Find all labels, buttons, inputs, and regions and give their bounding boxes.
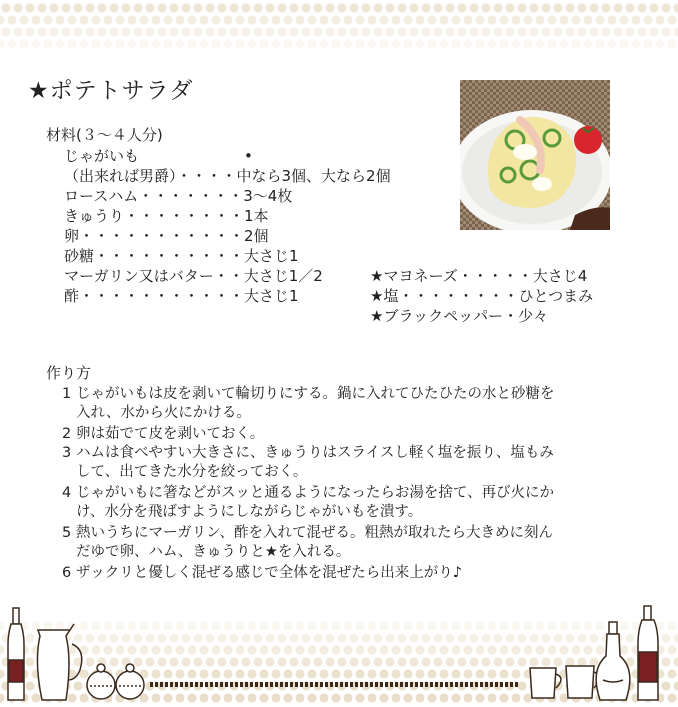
ingredient-item: ロースハム・・・・・・・3～4枚 <box>64 187 293 205</box>
step-text: 熱いうちにマーガリン、酢を入れて混ぜる。粗熱が取れたら大きめに刻ん <box>76 525 554 541</box>
method-step <box>62 425 622 444</box>
step-number: 2 <box>62 426 72 442</box>
step-text: ハムは食べやすい大きさに、きゅうりはスライスし軽く塩を振り、塩もみ <box>76 445 554 461</box>
method-step <box>62 524 622 562</box>
ingredient-item: 卵・・・・・・・・・・・2個 <box>64 227 269 245</box>
step-number: 5 <box>62 525 72 541</box>
step-number: 4 <box>62 485 72 501</box>
ingredients-heading: 材料(３～４人分) <box>46 126 163 144</box>
divider-line <box>150 682 520 687</box>
ingredient-item: 酢・・・・・・・・・・・大さじ1 <box>64 287 299 305</box>
step-text-cont: 入れ、水から火にかける。 <box>76 405 251 421</box>
method-step <box>62 444 622 482</box>
ingredient-item: 砂糖・・・・・・・・・・大さじ1 <box>64 247 299 265</box>
step-text: 卵は茹でて皮を剥いておく。 <box>76 426 265 442</box>
step-text-cont: け、水分を飛ばすようにしながらじゃがいもを潰す。 <box>76 504 423 520</box>
kitchenware-illustration <box>0 600 678 707</box>
method-step <box>62 484 622 522</box>
ingredient-item: （出来れば男爵）・・・・中なら3個、大なら2個 <box>64 167 391 185</box>
method-step <box>62 564 622 583</box>
step-number: 1 <box>62 386 72 402</box>
wine-bottle-icon <box>638 606 658 700</box>
step-number: 6 <box>62 565 72 581</box>
seasoning-item: ★マヨネーズ・・・・・大さじ4 <box>370 267 588 285</box>
step-number: 3 <box>62 445 72 461</box>
coffee-cup-icon <box>530 666 599 698</box>
ingredient-item: マーガリン又はバター・・大さじ1／2 <box>64 267 323 285</box>
step-text-cont: して、出てきた水分を絞っておく。 <box>76 464 308 480</box>
method-heading: 作り方 <box>46 364 92 382</box>
wine-bottle-icon <box>8 608 24 700</box>
method-step <box>62 385 622 423</box>
sugar-pot-icon <box>87 664 144 699</box>
step-text: じゃがいもに箸などがスッと通るようになったらお湯を捨て、再び火にか <box>76 485 555 501</box>
ingredient-item: きゅうり・・・・・・・・1本 <box>64 207 269 225</box>
recipe-title: ★ポテトサラダ <box>28 78 194 104</box>
step-text-cont: だゆで卵、ハム、きゅうりと★を入れる。 <box>76 544 351 560</box>
potato-salad-photo <box>460 80 610 230</box>
ingredient-item: じゃがいも • <box>64 147 253 165</box>
seasoning-item: ★ブラックペッパー・少々 <box>370 307 549 325</box>
top-dot-border <box>0 0 678 52</box>
step-text: じゃがいもは皮を剥いて輪切りにする。鍋に入れてひたひたの水と砂糖を <box>76 386 555 402</box>
milk-jug-icon <box>37 624 81 700</box>
carafe-icon <box>596 622 630 700</box>
seasoning-item: ★塩・・・・・・・・ひとつまみ <box>370 287 594 305</box>
step-text: ザックリと優しく混ぜる感じで全体を混ぜたら出来上がり♪ <box>76 565 462 581</box>
